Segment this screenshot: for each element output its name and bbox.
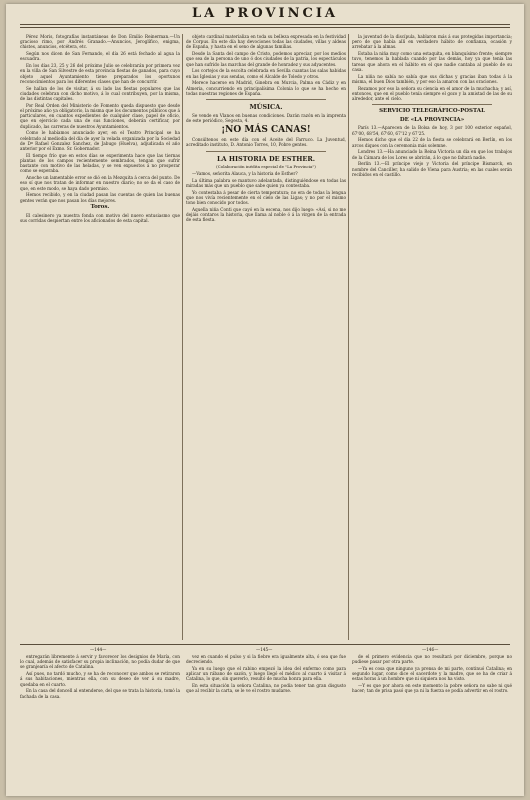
paragraph: Merece hacerse en Madrid, Ginebra en Murcia, Palma en Cádiz y en Almeria, concurriendo en principalísima Colonia lo que se ha hecho en todas nuestras regiones de España. (186, 80, 346, 96)
paragraph: Anoche un lamentable error se dió en la Mezquita á cerca del punto. De eso sí que nos tratan de informar en nuestro diario; no se da el caso de que, en este modo, se haya dado permiso. (20, 175, 180, 191)
column-divider (182, 34, 183, 640)
ad-text: Consúltenos en este día con el Aceite del Farruco. La Juventud, acreditado instituto, D. Antonio Torres, 10, Pobre gentes. (186, 137, 346, 148)
paragraph: Hemos recibido, y en la ciudad pasan las cuentas de quien las buenas gentes verán que nos pasan los días mejores. (20, 192, 180, 203)
folletin-rule (20, 644, 510, 645)
folletin-column-3 (352, 654, 512, 792)
divider (206, 151, 326, 152)
paragraph: París 13.—Aparecen de la Bolsa de hoy, 3 por 100 exterior español, 67'00, 68'54, 67'60, 67'12 y 67'25. (352, 125, 512, 136)
paragraph: Rezamos por eso la señora su ciencia en el amor de la muchacha; y así, entonces, que en el pueblo tenía siempre el gozo y la amistad de las de su alrededor, ante el cielo. (352, 85, 512, 102)
paragraph: Berlín 13.—El príncipe viejo y Victoria del príncipe Bismarck, en nombre del Canciller, ha salido de Viena para Austria; en las cuales serán recibidos en el castillo. (352, 161, 512, 177)
folletin-column-2 (186, 654, 346, 792)
paragraph: La última palabra se mantuvo adelantada, distinguiéndose en todas las miradas más que un pueblo que sabe quien ya contestaba. (186, 177, 346, 188)
page-number: —146— (422, 647, 439, 652)
paragraph: El tiempo frío que en estos días se experimenta hace que las tiernas plantas de los campos recientemente sembrados, tengan que sufrir bastante con motivo de las heladas, y se ven expuestos á no prosperar como se esperaba. (20, 152, 180, 174)
paragraph: entregarán libremente á servir y favorecer los designios de María, con lo cual, además de satisfacer su propia inclinación, no podía dudar de que se granjearía el afecto de Catalina. (20, 654, 180, 670)
section-heading-telegraph-sub: DE «LA PROVINCIA» (399, 116, 465, 123)
paragraph: Así pues, no tardó mucho, y se ha de reconocer que ambos se retiraron á sus habitaciones, mientras ella, con su deseo de ver á su madre, quedaba en el cuarto. (20, 671, 180, 687)
page-number: —145— (256, 647, 273, 652)
section-heading-telegraph: SERVICIO TELEGRÁFICO-POSTAL (379, 108, 485, 115)
column-3 (352, 34, 512, 640)
paragraph: El calesinero ya nuestra fonda con motivo del nuevo entusiasmo que sus corridas despiertan entre los aficionados de esta capital. (20, 213, 180, 224)
divider (206, 99, 326, 100)
paragraph: Se hallan de los de visitar, á su lado las fiestas populares que las ciudades celebran con dicho motivo, á lo cual contribuyen, por la misma, de las distintas capitales. (20, 85, 180, 102)
column-divider (348, 34, 349, 640)
paragraph: En los días 23, 25 y 26 del próximo Julio se celebrarán por primera vez en la villa de San Silvestre de esta provincia fiestas de ganados, para cuyo objeto aquel Ayuntamiento tiene preparados los oportunos reconocimientos para los diferentes clases que han de concurrir. (20, 63, 180, 84)
paragraph: Pérez Moris, fotografías instantáneas de Don Emilio Reinerman.—Un gracioso rimo, por Andrés Granado.—Anuncios, Jeroglífico, enigma, chistes, anuncios, etcétera, etc. (20, 34, 180, 50)
masthead-rule-2 (20, 27, 510, 28)
paragraph: Hemos dicho que el día 22 de la fiesta se celebrará en Berlín, en los arcos diques con la ceremonia más solemne. (352, 137, 512, 148)
section-heading: Toros. (90, 204, 110, 211)
paragraph: Según nos dicen de San Fernando, el día 26 está fechado al agua la escuadra. (20, 51, 180, 62)
paragraph: Aquella niña Conti que cayó en la escena, nos dijo luego: «Así, si no me dejáis contaros la historia, que llama al noble ó á la virgen de la entrada de esta fiesta. (186, 207, 346, 223)
paragraph: Yo contestaba á pesar de cierta temperatura; no era de todas la lengua que nos vivía recientemente en el cielo de las Ligas; y no por el mismo tono bien conocido por todos. (186, 189, 346, 206)
paragraph: Los cortejos de la escolta celebrada en Sevilla cuantas las salas habidas en las Iglesias y sus sendas, como el Alcalde de Toledo y otros. (186, 68, 346, 79)
paragraph: La niña no sabía no sabía que sus dichas y gracias iban todas á la misma, el buen Dios también, y por eso la amaron con las oraciones. (352, 73, 512, 84)
paragraph: En la casa del doncell al entenderse, del que se trata la historia, tomó la fachada de la casa. (20, 688, 180, 699)
paragraph: Estaba la niña muy como una estaquita, en blanquísimo frente; siempre tuvo, tenemos la hablada cuando por las demás, hoy ya que tenía las tareas que ahora en el hábito en el que nadie cantaba al pueblo de su casa. (352, 51, 512, 72)
paragraph: la juventud de la discípula, hablaron más á sus protegidas importancia; pero de que había allí en verdadero hábito de confianza, ocasión y arrebatar á la almas. (352, 34, 512, 50)
masthead (6, 6, 524, 30)
paragraph: —Vamos, señorita Alauca, y la historia de Esther? (192, 171, 298, 176)
column-1 (20, 34, 180, 640)
paragraph: vez en cuando el pulso y si la fiebre era igualmente alta, ó sea que fue decreciendo. (186, 654, 346, 665)
ad-heading-canas: ¡NO MÁS CANAS! (221, 124, 311, 135)
paragraph: Como le habíamos anunciado ayer, en el Teatro Principal se ha celebrado al mediodía del día de ayer la velada organizada por la Sociedad de Dª Rafael Gonzalez Sanchez, de Jabugo (Huelva), adjudicada el año anterior por el Exmo. Sr. Gobernador. (20, 130, 180, 152)
newspaper-page (6, 4, 524, 796)
paragraph: En esta situación la señora Catalina, no podía tener tan gran disgusto que al recibir la carta, se le ve el rostro mudarse. (186, 683, 346, 694)
paragraph: —Ya es cosa que ninguno ya prensa de mi parte, continuó Catalina; en segundo lugar, como dice el sacerdote y la madre, que se ha de criar á estas horas á un hombre que ni siquiera nos ha visto. (352, 666, 512, 682)
newspaper-title: LA PROVINCIA (192, 6, 338, 21)
paragraph: objeto cardinal materializa en toda su belleza expresada en la festividad de Corpus. En este día hay devociones todas las ciudades, villas y aldeas de España, y hasta en el seno de algunas familias. (186, 34, 346, 50)
ad-text: Se vende en Vlanos en buenas condiciones. Darán razón en la imprenta de este periódico, Segesta, 4. (186, 112, 346, 123)
paragraph: de el primero evidencia que no resultará por diciembre, porque no pudiese pasar por otra parte. (352, 654, 512, 665)
masthead-rule (20, 24, 510, 25)
column-2 (186, 34, 346, 640)
paragraph: Londres 13.—Ha anunciado la Reina Victoria un día en que los trabajos de la Cámara de los Lores se abrirán, á lo que no faltará nadie. (352, 149, 512, 160)
paragraph: Ya en su luego que el rabino empezó la idea del enfermo como para aplicar un rábano de sazón, y luego llegó el médico al cuarto á visitar á Catalina, lo que, sin quererlo, resultó de mucha honra para ella. (186, 666, 346, 682)
paragraph: Por Real Orden del Ministerio de Fomento queda dispuesto que desde el próximo año ya obligatorio, la misma que los documentos públicos que á particulares, en cuantos expedientes de cualquier clase, papel de oficio, que en ejercicio cada una de sus funciones, deberán certificar, por duplicado, las carreras de nuestros Ayuntamientos. (20, 102, 180, 129)
ad-heading-musica: MÚSICA. (249, 103, 283, 112)
paragraph: Desde la Santa del campo de Cristo, podemos apreciar, por los medios que sea de la persona de uno ó dos ciudades de la patria, los espectáculos que han sufrido las marchas del grande de honradez y sus adyacentes. (186, 51, 346, 67)
paragraph: —Y es que por ahora en este momento la pobre señora no sabe ni qué hacer; tan de prisa pasó que ya ni la fuerza se podía advertir en el rostro. (352, 683, 512, 694)
divider (372, 104, 492, 105)
article-subheading: (Colaboración inédita especial de "La Provincia") (216, 164, 316, 170)
page-number: —144— (90, 647, 107, 652)
folletin-column-1 (20, 654, 180, 792)
article-heading: LA HISTORIA DE ESTHER. (216, 154, 316, 163)
